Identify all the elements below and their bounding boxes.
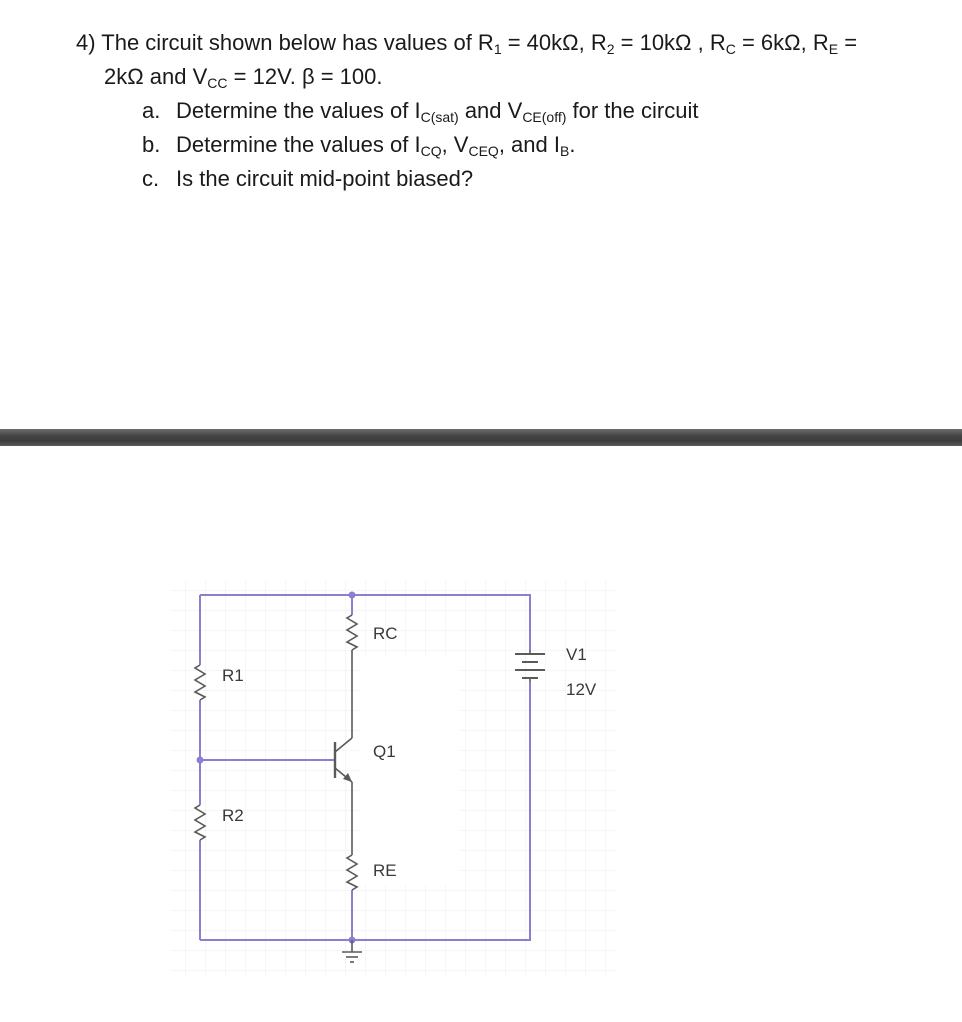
rc-subscript: C: [725, 41, 736, 57]
sub-question-c: [76, 162, 936, 196]
sub-question-text: Determine the values of I: [176, 98, 421, 123]
junction-dot: [349, 592, 356, 599]
sub-question-text: , V: [441, 132, 469, 157]
sub-question-text: Is the circuit mid-point biased?: [176, 166, 474, 191]
sub-question-text: for the circuit: [566, 98, 699, 123]
rc-value: = 6kΩ, R: [735, 30, 829, 55]
question-block: [76, 26, 936, 196]
ic-sat-subscript: C(sat): [420, 109, 459, 125]
sub-question-letter: b.: [142, 132, 161, 157]
r2-value: = 10kΩ , R: [614, 30, 726, 55]
rc-label: RC: [373, 624, 398, 643]
q1-label: Q1: [373, 742, 396, 761]
r2-subscript: 2: [606, 41, 615, 57]
re-tail: =: [838, 30, 858, 55]
re-value: 2kΩ and V: [104, 64, 208, 89]
r1-subscript: 1: [493, 41, 502, 57]
v1-value-label: 12V: [566, 680, 597, 699]
circuit-diagram: [165, 570, 625, 990]
sub-question-text: Determine the values of I: [176, 132, 421, 157]
question-line-1: [76, 26, 936, 60]
r2-label: R2: [222, 806, 244, 825]
ib-subscript: B: [559, 143, 570, 159]
re-label: RE: [373, 861, 397, 880]
sub-question-b: [76, 128, 936, 162]
junction-dot: [197, 757, 204, 764]
sub-question-a: [76, 94, 936, 128]
vcc-subscript: CC: [207, 75, 228, 91]
v1-label: V1: [566, 645, 587, 664]
sub-question-text: .: [569, 132, 576, 157]
vce-off-subscript: CE(off): [522, 109, 567, 125]
question-line-2: [76, 60, 936, 94]
sub-question-letter: c.: [142, 166, 160, 191]
icq-subscript: CQ: [420, 143, 442, 159]
label-background: [360, 655, 460, 885]
r1-value: = 40kΩ, R: [501, 30, 607, 55]
sub-question-letter: a.: [142, 98, 161, 123]
question-text: The circuit shown below has values of R: [101, 30, 494, 55]
vceq-subscript: CEQ: [468, 143, 499, 159]
question-number: 4): [76, 30, 96, 55]
sub-question-text: , and I: [498, 132, 560, 157]
r1-label: R1: [222, 666, 244, 685]
re-subscript: E: [828, 41, 839, 57]
vcc-beta-value: = 12V. β = 100.: [227, 64, 383, 89]
page-divider: [0, 429, 962, 446]
sub-question-text: and V: [458, 98, 523, 123]
